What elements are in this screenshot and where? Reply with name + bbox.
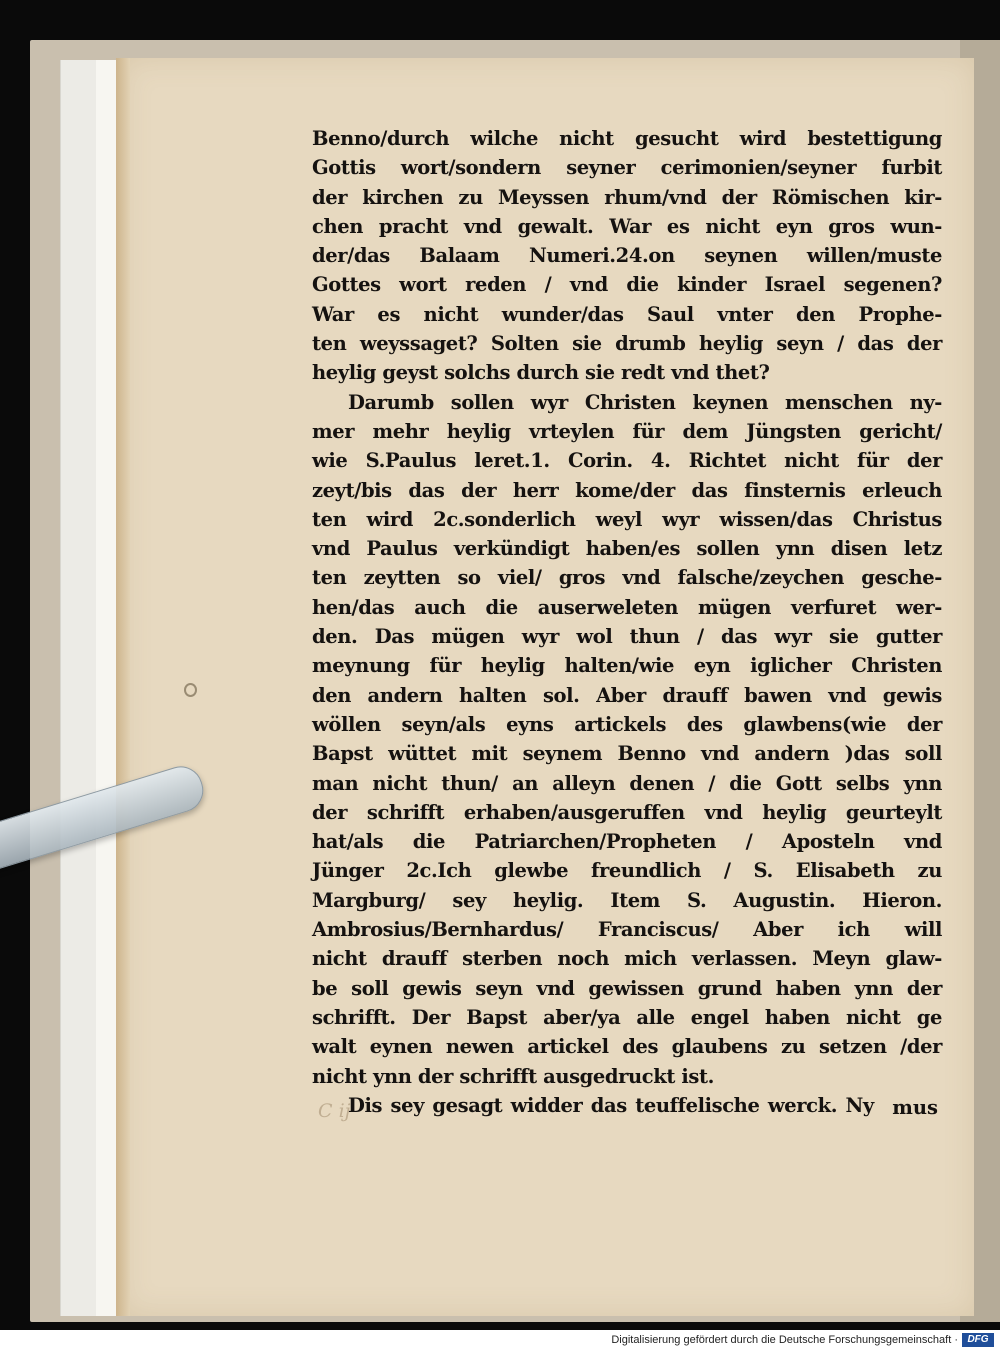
text-line: wie S.Paulus leret.1. Corin. 4. Richtet nicht für der: [312, 449, 942, 473]
text-line: Gottis wort/sondern seyner cerimonien/seyner furbit: [312, 156, 942, 180]
text-line: be soll gewis seyn vnd gewissen grund haben ynn der: [312, 976, 942, 1000]
page-edge: [116, 58, 130, 1316]
text-line: ten zeytten so viel/ gros vnd falsche/zeychen gesche-: [312, 566, 942, 590]
text-line: Dis sey gesagt widder das teuffelische werck. Ny: [348, 1093, 874, 1117]
catchword: mus: [892, 1096, 938, 1119]
text-line: wöllen seyn/als eyns artickels des glawbens(wie der: [312, 712, 942, 736]
text-line: zeyt/bis das der herr kome/der das finsternis erleuch: [312, 478, 942, 502]
text-line: Gottes wort reden / vnd die kinder Israel segenen?: [312, 273, 942, 297]
text-line: Ambrosius/Bernhardus/ Franciscus/ Aber ich will: [312, 918, 942, 942]
footer: [0, 1330, 1000, 1352]
text-line: meynung für heylig halten/wie eyn iglicher Christen: [312, 654, 942, 678]
text-line: Darumb sollen wyr Christen keynen menschen ny-: [348, 390, 942, 414]
text-line: den andern halten sol. Aber drauff bawen vnd gewis: [312, 683, 942, 707]
text-line: man nicht thun/ an alleyn denen / die Gott selbs ynn: [312, 771, 942, 795]
binding-hole: [184, 683, 197, 697]
text-line: den. Das mügen wyr wol thun / das wyr sie gutter: [312, 625, 942, 649]
text-line: nicht ynn der schrifft ausgedruckt ist.: [312, 1064, 714, 1088]
text-line: mer mehr heylig vrteylen für dem Jüngsten gericht/: [312, 419, 942, 443]
text-line: der schrifft erhaben/ausgeruffen vnd heylig geurteylt: [312, 800, 942, 824]
text-line: Margburg/ sey heylig. Item S. Augustin. Hieron.: [312, 888, 942, 912]
text-line: ten wird 2c.sonderlich weyl wyr wissen/das Christus: [312, 507, 942, 531]
text-line: hat/als die Patriarchen/Propheten / Aposteln vnd: [312, 830, 942, 854]
text-line: nicht drauff sterben noch mich verlassen. Meyn glaw-: [312, 947, 942, 971]
dfg-logo: DFG: [962, 1333, 994, 1347]
text-line: ten weyssaget? Solten sie drumb heylig seyn / das der: [312, 332, 942, 356]
funding-credit: Digitalisierung gefördert durch die Deutsche Forschungsgemeinschaft ·: [611, 1334, 958, 1346]
text-line: der kirchen zu Meyssen rhum/vnd der Römischen kir-: [312, 185, 942, 209]
text-line: der/das Balaam Numeri.24.on seynen willen/muste: [312, 244, 942, 268]
text-line: chen pracht vnd gewalt. War es nicht eyn gros wun-: [312, 214, 942, 238]
text-line: Jünger 2c.Ich glewbe freundlich / S. Elisabeth zu: [312, 859, 942, 883]
text-line: Bapst wüttet mit seynem Benno vnd andern )das soll: [312, 742, 942, 766]
text-line: War es nicht wunder/das Saul vnter den Prophe-: [312, 302, 942, 326]
text-line: schrifft. Der Bapst aber/ya alle engel haben nicht ge: [312, 1005, 942, 1029]
text-line: walt eynen newen artickel des glaubens zu setzen /der: [312, 1035, 942, 1059]
bleed-through-text: C ij: [318, 1100, 351, 1122]
page-text: [312, 124, 942, 1120]
text-line: hen/das auch die auserweleten mügen verfuret wer-: [312, 595, 942, 619]
text-line: Benno/durch wilche nicht gesucht wird bestettigung: [312, 127, 942, 150]
text-line: heylig geyst solchs durch sie redt vnd thet?: [312, 361, 770, 385]
text-line: vnd Paulus verkündigt haben/es sollen ynn disen letz: [312, 537, 942, 561]
